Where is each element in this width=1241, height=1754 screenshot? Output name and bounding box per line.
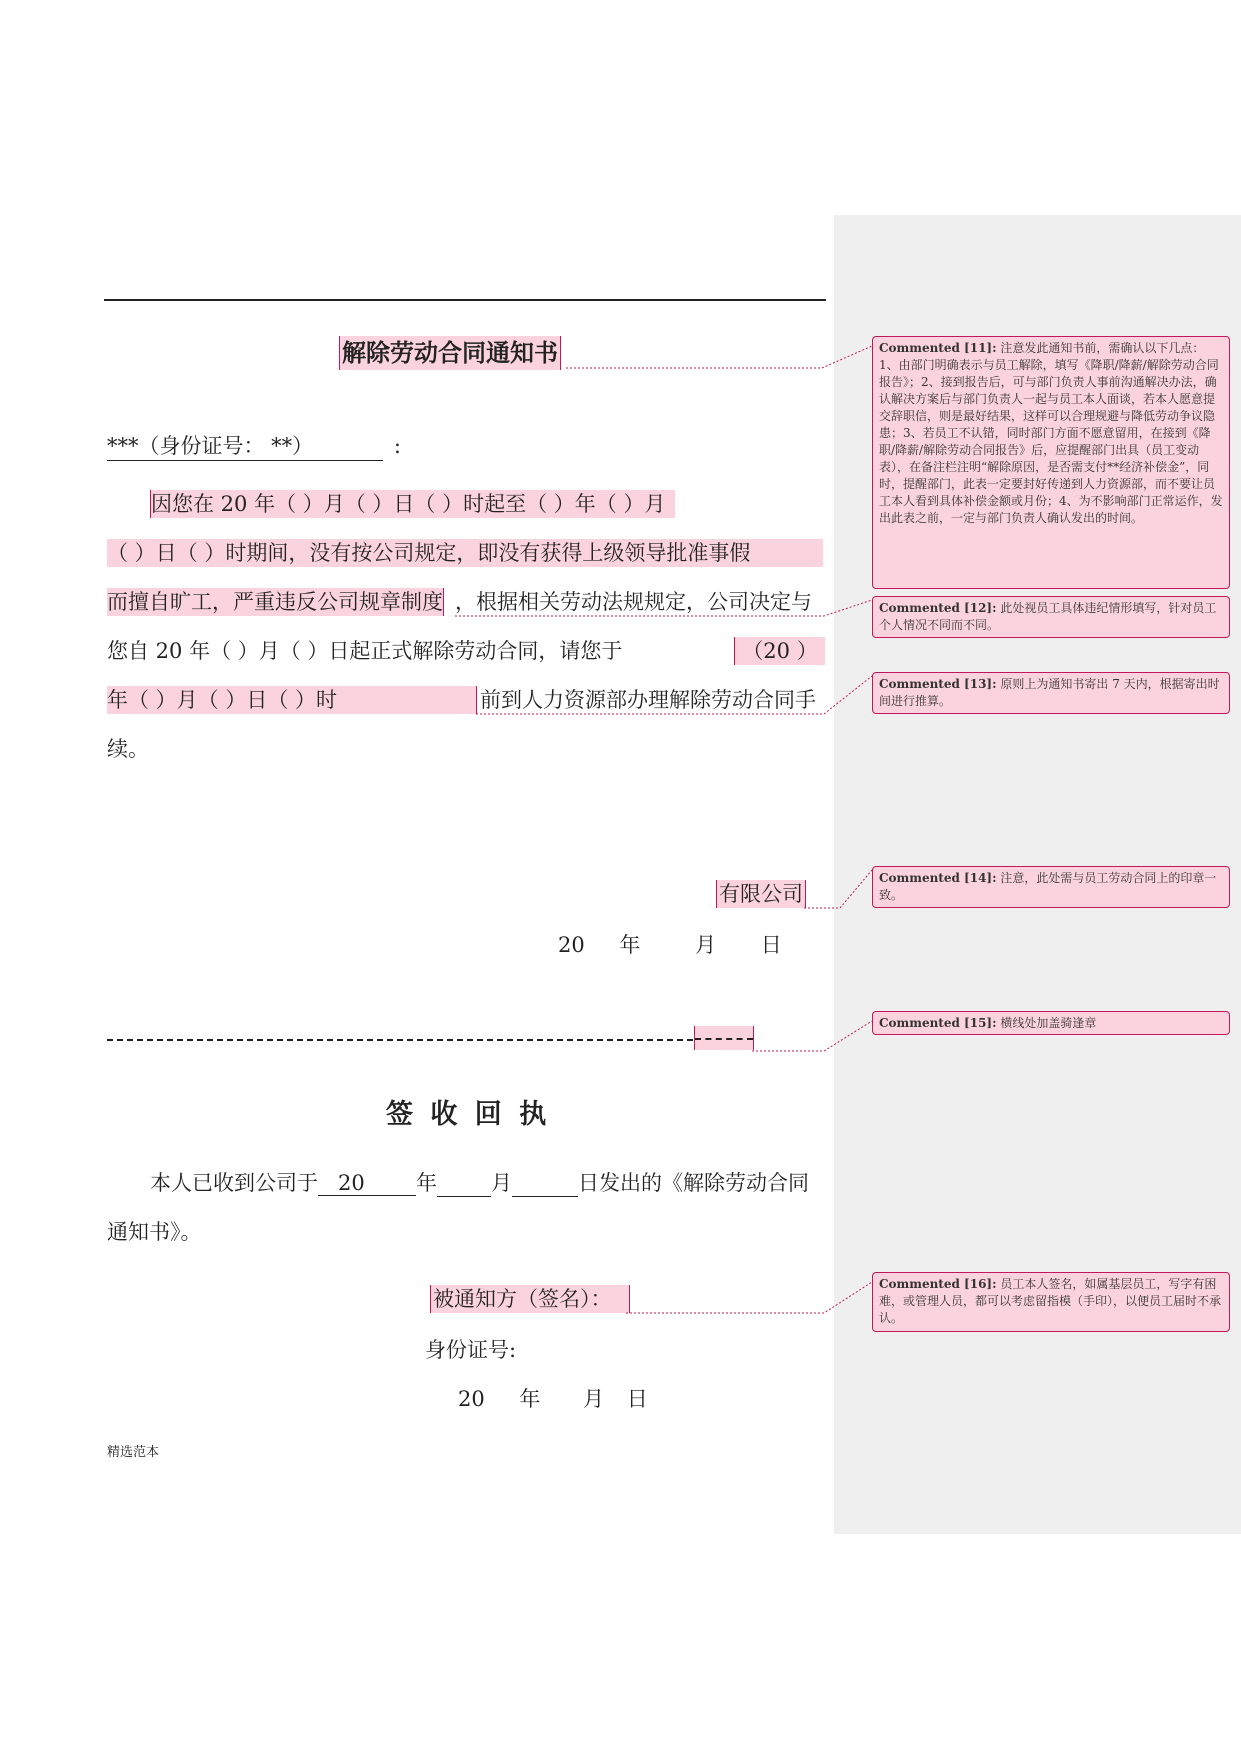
comment-15-label: Commented [15]: [879,1016,997,1030]
body-line-4: 您自 20 年（ ）月（ ）日起正式解除劳动合同，请您于 [107,639,623,663]
comment-16-label: Commented [16]: [879,1277,997,1291]
notice-date-day: 日 [760,933,782,957]
comment-12-label: Commented [12]: [879,601,997,615]
comment-11-text: 注意发此通知书前，需确认以下几点：1、由部门明确表示与员工解除，填写《降职/降薪/解除劳动合同报告》；2、接到报告后，可与部门负责人事前沟通解决办法，确认解决方案后与部门负责人一起与员工本人面谈，若本人愿意提交辞职信，则是最好结果，这样可以合理规避与降低劳动争议隐患；3、若员工不认错，同时部门方面不愿意留用，在接到《降职/降薪/解除劳动合同报告》后，应提醒部门出具（员工变动表），在备注栏注明“解除原因，是否需支付**经济补偿金”，同时，提醒部门，此表一定要封好传递到人力资源部，而不要让员工本人看到具体补偿金额或月份；4、为不影响部门正常运作，发出此表之前，一定与部门负责人确认发出的时间。 [879,341,1223,525]
document-title: 解除劳动合同通知书 [339,336,561,370]
notice-date-year-value: 20 [558,933,585,957]
receipt-text-1: 本人已收到公司于 [150,1171,318,1195]
comment-13-text: 原则上为通知书寄出 7 天内，根据寄出时间进行推算。 [879,677,1220,708]
receipt-line-2: 通知书》。 [107,1220,202,1244]
comment-14-text: 注意，此处需与员工劳动合同上的印章一致。 [879,871,1217,902]
receipt-title: 签 收 回 执 [386,1099,551,1130]
body-line-3-rest: ，根据相关劳动法规规定，公司决定与 [455,590,812,614]
comment-15[interactable] [872,1011,1230,1035]
receipt-text-4: 日发出的《解除劳动合同 [578,1171,809,1195]
sign-date-year: 年 [519,1387,541,1411]
body-line-4-date: （20 ） [734,637,825,665]
signer-label: 被通知方（签名）： [430,1285,630,1313]
body-line-5-highlight: 年（ ）月（ ）日（ ）时 [107,686,477,714]
comment-16-text: 员工本人签名，如属基层员工，写字有困难，或管理人员，都可以考虑留指模（手印），以便员工届时不承认。 [879,1277,1222,1325]
notice-date-year: 年 [619,933,641,957]
comment-16[interactable] [872,1272,1230,1332]
sign-date-day: 日 [626,1387,648,1411]
comment-15-text: 横线处加盖骑逢章 [1000,1016,1097,1030]
receipt-year-blank: 20 [318,1171,416,1196]
comment-13[interactable] [872,672,1230,714]
comment-12-text: 此处视员工具体违纪情形填写，针对员工个人情况不同而不同。 [879,601,1217,632]
company-name: 有限公司 [716,880,806,908]
addressee-text: ***（身份证号： **） [107,430,383,461]
body-line-5-rest: 前到人力资源部办理解除劳动合同手 [480,688,816,712]
comment-14[interactable] [872,866,1230,908]
comment-13-label: Commented [13]: [879,677,997,691]
comment-11-label: Commented [11]: [879,341,997,355]
comment-11[interactable] [872,336,1230,589]
sign-date-year-value: 20 [458,1387,485,1411]
receipt-text-2: 年 [416,1171,437,1195]
body-line-1: 因您在 20 年（ ）月（ ）日（ ）时起至（ ）年（ ）月 [150,490,675,518]
body-line-2: （ ）日（ ）时期间，没有按公司规定，即没有获得上级领导批准事假 [107,539,823,567]
receipt-text-3: 月 [491,1171,512,1195]
addressee-colon: : [393,434,401,458]
comment-14-label: Commented [14]: [879,871,997,885]
id-label: 身份证号: [425,1338,517,1362]
footer-text: 精选范本 [107,1445,160,1460]
notice-date-month: 月 [695,933,717,957]
sign-date-month: 月 [583,1387,605,1411]
body-line-6: 续。 [107,737,149,761]
comment-12[interactable] [872,596,1230,638]
body-line-3-highlight: 而擅自旷工，严重违反公司规章制度 [107,590,443,614]
